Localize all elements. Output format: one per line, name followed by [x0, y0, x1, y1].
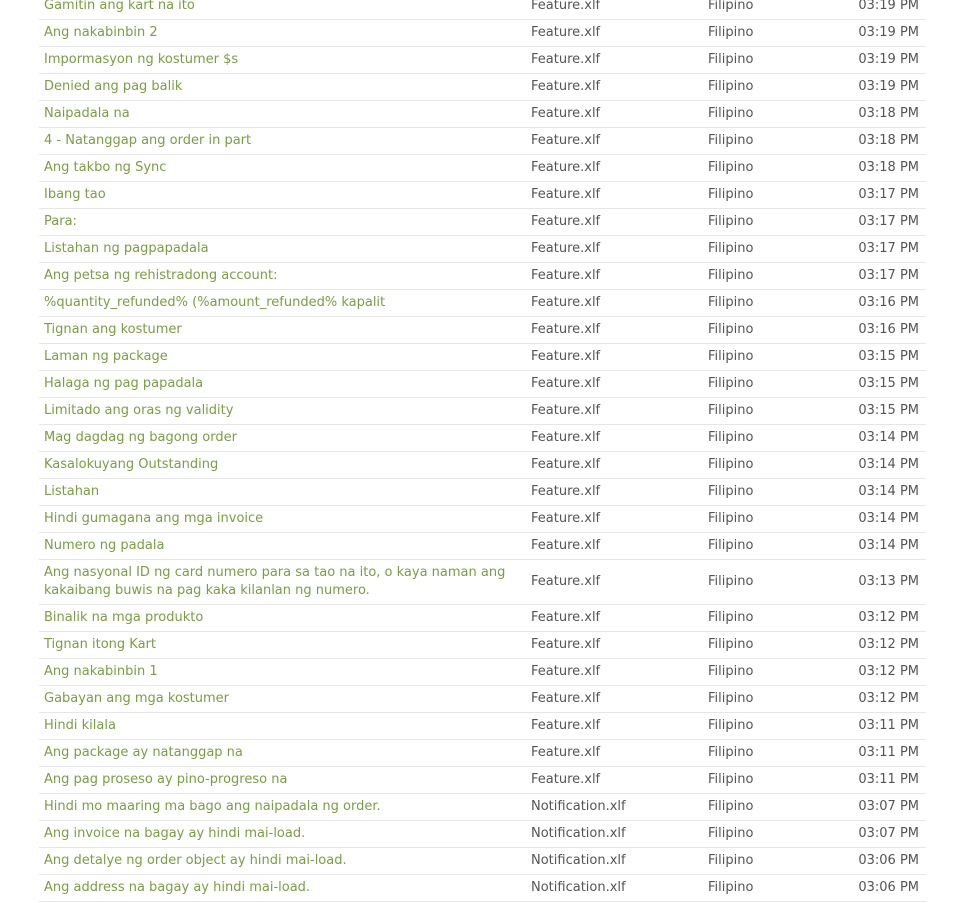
language: Filipino	[708, 610, 754, 625]
file-name: Feature.xlf	[531, 430, 601, 445]
string-link[interactable]: Ang package ay natanggap na	[44, 745, 243, 760]
timestamp: 03:16 PM	[858, 322, 919, 337]
string-link[interactable]: Laman ng package	[44, 349, 168, 364]
timestamp: 03:14 PM	[858, 538, 919, 553]
file-name: Feature.xlf	[531, 403, 601, 418]
string-link[interactable]: Denied ang pag balik	[44, 79, 183, 94]
file-name: Feature.xlf	[531, 772, 601, 787]
table-row[interactable]	[39, 317, 926, 344]
table-row[interactable]	[39, 686, 926, 713]
file-name: Notification.xlf	[531, 853, 626, 868]
file-name: Feature.xlf	[531, 79, 601, 94]
timestamp: 03:07 PM	[858, 826, 919, 841]
file-name: Feature.xlf	[531, 52, 601, 67]
file-name: Feature.xlf	[531, 349, 601, 364]
table-row[interactable]	[39, 74, 926, 101]
file-name: Notification.xlf	[531, 826, 626, 841]
timestamp: 03:19 PM	[858, 0, 919, 13]
language: Filipino	[708, 511, 754, 526]
file-name: Feature.xlf	[531, 664, 601, 679]
table-row[interactable]	[39, 155, 926, 182]
timestamp: 03:17 PM	[858, 214, 919, 229]
timestamp: 03:17 PM	[858, 187, 919, 202]
table-row[interactable]	[39, 398, 926, 425]
timestamp: 03:16 PM	[858, 295, 919, 310]
language: Filipino	[708, 772, 754, 787]
language: Filipino	[708, 187, 754, 202]
file-name: Feature.xlf	[531, 214, 601, 229]
file-name: Feature.xlf	[531, 457, 601, 472]
language: Filipino	[708, 853, 754, 868]
timestamp: 03:12 PM	[858, 637, 919, 652]
table-row[interactable]	[39, 533, 926, 560]
string-link[interactable]: Limitado ang oras ng validity	[44, 403, 234, 418]
timestamp: 03:11 PM	[858, 718, 919, 733]
timestamp: 03:12 PM	[858, 691, 919, 706]
table-row[interactable]	[39, 20, 926, 47]
table-row[interactable]	[39, 128, 926, 155]
string-link[interactable]: Ibang tao	[44, 187, 106, 202]
table-row[interactable]	[39, 560, 926, 605]
timestamp: 03:18 PM	[858, 160, 919, 175]
file-name: Feature.xlf	[531, 484, 601, 499]
language: Filipino	[708, 637, 754, 652]
table-row[interactable]	[39, 290, 926, 317]
string-link[interactable]: Ang invoice na bagay ay hindi mai-load.	[44, 826, 306, 841]
timestamp: 03:15 PM	[858, 376, 919, 391]
file-name: Feature.xlf	[531, 691, 601, 706]
file-name: Notification.xlf	[531, 799, 626, 814]
language: Filipino	[708, 160, 754, 175]
file-name: Feature.xlf	[531, 637, 601, 652]
table-row[interactable]	[39, 632, 926, 659]
file-name: Feature.xlf	[531, 376, 601, 391]
language: Filipino	[708, 799, 754, 814]
language: Filipino	[708, 430, 754, 445]
language: Filipino	[708, 133, 754, 148]
table-row[interactable]	[39, 371, 926, 398]
table-row[interactable]	[39, 740, 926, 767]
timestamp: 03:19 PM	[858, 52, 919, 67]
language: Filipino	[708, 25, 754, 40]
timestamp: 03:13 PM	[858, 574, 919, 589]
file-name: Feature.xlf	[531, 268, 601, 283]
language: Filipino	[708, 214, 754, 229]
file-name: Notification.xlf	[531, 880, 626, 895]
table-row[interactable]	[39, 101, 926, 128]
table-row[interactable]	[39, 425, 926, 452]
string-link[interactable]: Ang pag proseso ay pino-progreso na	[44, 772, 288, 787]
string-link[interactable]: Ang address na bagay ay hindi mai-load.	[44, 880, 311, 895]
file-name: Feature.xlf	[531, 106, 601, 121]
timestamp: 03:14 PM	[858, 484, 919, 499]
string-link[interactable]: Gamitin ang kart na ito	[44, 0, 195, 13]
string-link[interactable]: Ang takbo ng Sync	[44, 160, 167, 175]
string-link[interactable]: Naipadala na	[44, 106, 130, 121]
string-link[interactable]: Ang petsa ng rehistradong account:	[44, 268, 278, 283]
language: Filipino	[708, 457, 754, 472]
file-name: Feature.xlf	[531, 160, 601, 175]
file-name: Feature.xlf	[531, 718, 601, 733]
language: Filipino	[708, 664, 754, 679]
file-name: Feature.xlf	[531, 133, 601, 148]
string-link[interactable]: %quantity_refunded% (%amount_refunded% kapalit	[44, 295, 386, 310]
file-name: Feature.xlf	[531, 241, 601, 256]
timestamp: 03:18 PM	[858, 133, 919, 148]
timestamp: 03:17 PM	[858, 241, 919, 256]
table-row[interactable]	[39, 479, 926, 506]
table-row[interactable]	[39, 209, 926, 236]
timestamp: 03:14 PM	[858, 457, 919, 472]
table-row[interactable]	[39, 47, 926, 74]
timestamp: 03:06 PM	[858, 853, 919, 868]
file-name: Feature.xlf	[531, 574, 601, 589]
language: Filipino	[708, 106, 754, 121]
timestamp: 03:11 PM	[858, 745, 919, 760]
string-link[interactable]: Numero ng padala	[44, 538, 165, 553]
string-link[interactable]: Gabayan ang mga kostumer	[44, 691, 230, 706]
string-link[interactable]: Listahan ng pagpapadala	[44, 241, 209, 256]
language: Filipino	[708, 295, 754, 310]
language: Filipino	[708, 52, 754, 67]
table-row[interactable]	[39, 875, 926, 902]
string-link[interactable]: Hindi mo maaring ma bago ang naipadala ng order.	[44, 799, 381, 814]
timestamp: 03:15 PM	[858, 349, 919, 364]
file-name: Feature.xlf	[531, 538, 601, 553]
string-link[interactable]: Ang detalye ng order object ay hindi mai-load.	[44, 853, 347, 868]
file-name: Feature.xlf	[531, 610, 601, 625]
timestamp: 03:12 PM	[858, 610, 919, 625]
file-name: Feature.xlf	[531, 322, 601, 337]
string-link[interactable]: 4 - Natanggap ang order in part	[44, 133, 252, 148]
timestamp: 03:18 PM	[858, 106, 919, 121]
language: Filipino	[708, 880, 754, 895]
timestamp: 03:19 PM	[858, 25, 919, 40]
table-row[interactable]	[39, 659, 926, 686]
string-link[interactable]: Para:	[44, 214, 77, 229]
string-link[interactable]: Impormasyon ng kostumer $s	[44, 52, 239, 67]
table-row[interactable]	[39, 236, 926, 263]
language: Filipino	[708, 268, 754, 283]
language: Filipino	[708, 826, 754, 841]
timestamp: 03:14 PM	[858, 430, 919, 445]
timestamp: 03:06 PM	[858, 880, 919, 895]
language: Filipino	[708, 718, 754, 733]
language: Filipino	[708, 574, 754, 589]
language: Filipino	[708, 484, 754, 499]
timestamp: 03:17 PM	[858, 268, 919, 283]
timestamp: 03:12 PM	[858, 664, 919, 679]
language: Filipino	[708, 403, 754, 418]
table-row[interactable]	[39, 506, 926, 533]
language: Filipino	[708, 241, 754, 256]
file-name: Feature.xlf	[531, 0, 601, 13]
timestamp: 03:15 PM	[858, 403, 919, 418]
language: Filipino	[708, 79, 754, 94]
string-link[interactable]: Mag dagdag ng bagong order	[44, 430, 237, 445]
file-name: Feature.xlf	[531, 745, 601, 760]
language: Filipino	[708, 322, 754, 337]
language: Filipino	[708, 691, 754, 706]
table-row[interactable]	[39, 821, 926, 848]
string-link[interactable]: Tignan ang kostumer	[44, 322, 182, 337]
timestamp: 03:11 PM	[858, 772, 919, 787]
string-link[interactable]: Kasalokuyang Outstanding	[44, 457, 219, 472]
table-row[interactable]	[39, 713, 926, 740]
language: Filipino	[708, 538, 754, 553]
timestamp: 03:14 PM	[858, 511, 919, 526]
string-link[interactable]: Binalik na mga produkto	[44, 610, 204, 625]
table-row[interactable]	[39, 182, 926, 209]
table-row[interactable]	[39, 452, 926, 479]
language: Filipino	[708, 376, 754, 391]
file-name: Feature.xlf	[531, 25, 601, 40]
timestamp: 03:07 PM	[858, 799, 919, 814]
table-row[interactable]	[39, 605, 926, 632]
string-link[interactable]: Tignan itong Kart	[44, 637, 156, 652]
string-link[interactable]: Hindi gumagana ang mga invoice	[44, 511, 264, 526]
string-link[interactable]: Ang nakabinbin 2	[44, 25, 158, 40]
language: Filipino	[708, 349, 754, 364]
file-name: Feature.xlf	[531, 187, 601, 202]
timestamp: 03:19 PM	[858, 79, 919, 94]
table-row[interactable]	[39, 0, 926, 20]
string-link[interactable]: Ang nasyonal ID ng card numero para sa tao na ito, o kaya naman ang kakaibang buwis na pag kaka kilanlan ng numero.	[44, 565, 506, 598]
table-row[interactable]	[39, 263, 926, 290]
table-row[interactable]	[39, 767, 926, 794]
string-link[interactable]: Hindi kilala	[44, 718, 116, 733]
language: Filipino	[708, 0, 754, 13]
string-link[interactable]: Listahan	[44, 484, 100, 499]
file-name: Feature.xlf	[531, 511, 601, 526]
file-name: Feature.xlf	[531, 295, 601, 310]
table-row[interactable]	[39, 794, 926, 821]
table-row[interactable]	[39, 344, 926, 371]
string-link[interactable]: Halaga ng pag papadala	[44, 376, 204, 391]
table-row[interactable]	[39, 848, 926, 875]
string-link[interactable]: Ang nakabinbin 1	[44, 664, 158, 679]
translations-table	[39, 0, 926, 902]
language: Filipino	[708, 745, 754, 760]
